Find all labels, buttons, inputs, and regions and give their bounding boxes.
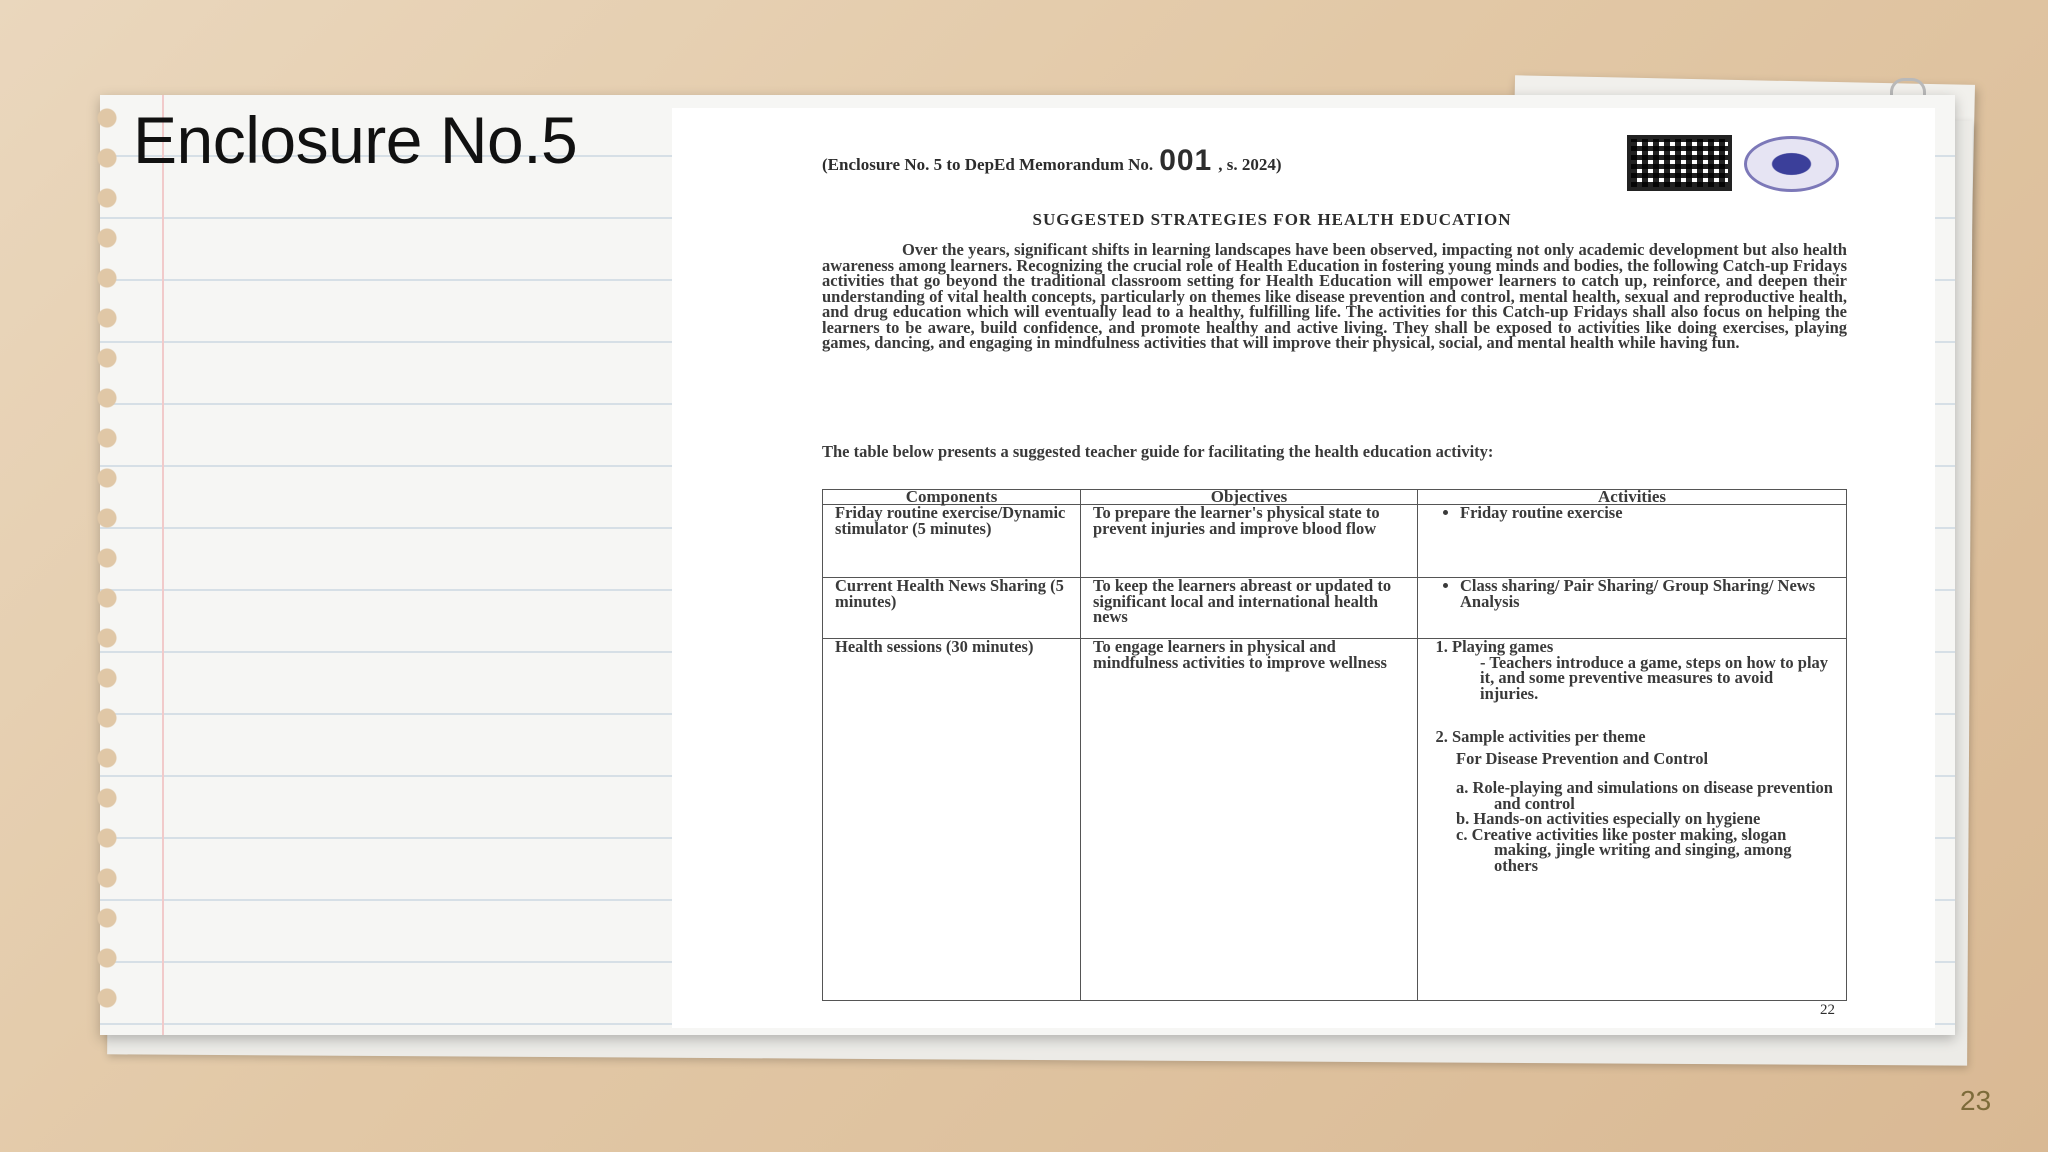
component-cell: Friday routine exercise/Dynamic stimulator (5 minutes) [823, 505, 1081, 578]
objective-cell: To engage learners in physical and mindfulness activities to improve wellness [1081, 639, 1418, 1001]
list-item: b. Hands-on activities especially on hygiene [1456, 809, 1761, 828]
list-item [1452, 639, 1834, 729]
header-suffix: , s. 2024) [1218, 155, 1282, 174]
activity-list [1430, 578, 1834, 609]
numbered-activity-list [1430, 639, 1834, 745]
table-row [823, 578, 1847, 639]
list-item [1452, 729, 1834, 745]
document-heading: SUGGESTED STRATEGIES FOR HEALTH EDUCATION [1032, 210, 1512, 229]
qr-code-icon [1627, 135, 1732, 191]
table-intro-paragraph: The table below presents a suggested teacher guide for facilitating the health education activity: [822, 442, 1494, 461]
list-item: c. Creative activities like poster making, slogan making, jingle writing and singing, among others [1456, 824, 1792, 875]
document-header [822, 144, 1282, 178]
objective-cell: To keep the learners abreast or updated to significant local and international health news [1081, 578, 1418, 639]
sub-list [1480, 652, 1834, 703]
list-item: • Class sharing/ Pair Sharing/ Group Sharing/ News Analysis [1460, 578, 1834, 609]
theme-label: For Disease Prevention and Control [1456, 748, 1709, 768]
header-prefix: (Enclosure No. 5 to DepEd Memorandum No. [822, 155, 1154, 174]
list-item: - Teachers introduce a game, steps on how to play it, and some preventive measures to avoid injuries. [1480, 655, 1834, 702]
table-row [823, 505, 1847, 578]
memo-number: 001 [1159, 144, 1213, 177]
document-page-number: 22 [1820, 1002, 1835, 1018]
deped-seal-icon [1744, 136, 1839, 192]
column-header: Components [823, 490, 1081, 505]
activity-cell [1418, 639, 1847, 1001]
slide-title: Enclosure No.5 [133, 103, 578, 177]
slide-page-number: 23 [1960, 1085, 1992, 1116]
activity-list [1430, 505, 1834, 521]
objective-cell: To prepare the learner's physical state to prevent injuries and improve blood flow [1081, 505, 1418, 578]
column-header: Objectives [1081, 490, 1418, 505]
margin-line [162, 95, 164, 1035]
component-cell: Current Health News Sharing (5 minutes) [823, 578, 1081, 639]
activity-title: Playing games [1452, 637, 1554, 656]
theme-activity-list [1456, 780, 1834, 873]
list-item: a. Role-playing and simulations on disease prevention and control [1456, 778, 1833, 813]
spacer [1452, 701, 1834, 729]
table-row [823, 639, 1847, 1001]
enclosure-document-image [672, 108, 1935, 1028]
teacher-guide-table [822, 489, 1847, 1001]
component-cell: Health sessions (30 minutes) [823, 639, 1081, 1001]
torn-edge [94, 105, 120, 1025]
column-header: Activities [1418, 490, 1847, 505]
activity-cell [1418, 505, 1847, 578]
activity-title: Sample activities per theme [1452, 727, 1646, 746]
intro-paragraph: Over the years, significant shifts in learning landscapes have been observed, impacting not only academic development but also health awareness among learners. Recognizing the crucial role of Health Education in fostering young minds and bodies, the following Catch-up Fridays activities that go beyond the traditional classroom setting for Health Education will empower learners to catch up, reinforce, and deepen their understanding of vital health concepts, particularly on themes like disease prevention and control, mental health, sexual and reproductive health, and drug education which will eventually lead to a healthy, fulfilling life. The activities for this Catch-up Fridays shall also focus on helping the learners to be aware, build confidence, and promote healthy and active living. They shall be exposed to activities like doing exercises, playing games, dancing, and engaging in mindfulness activities that will improve their physical, social, and mental health while having fun. [822, 240, 1847, 352]
activity-cell [1418, 578, 1847, 639]
list-item: • Friday routine exercise [1460, 505, 1834, 521]
